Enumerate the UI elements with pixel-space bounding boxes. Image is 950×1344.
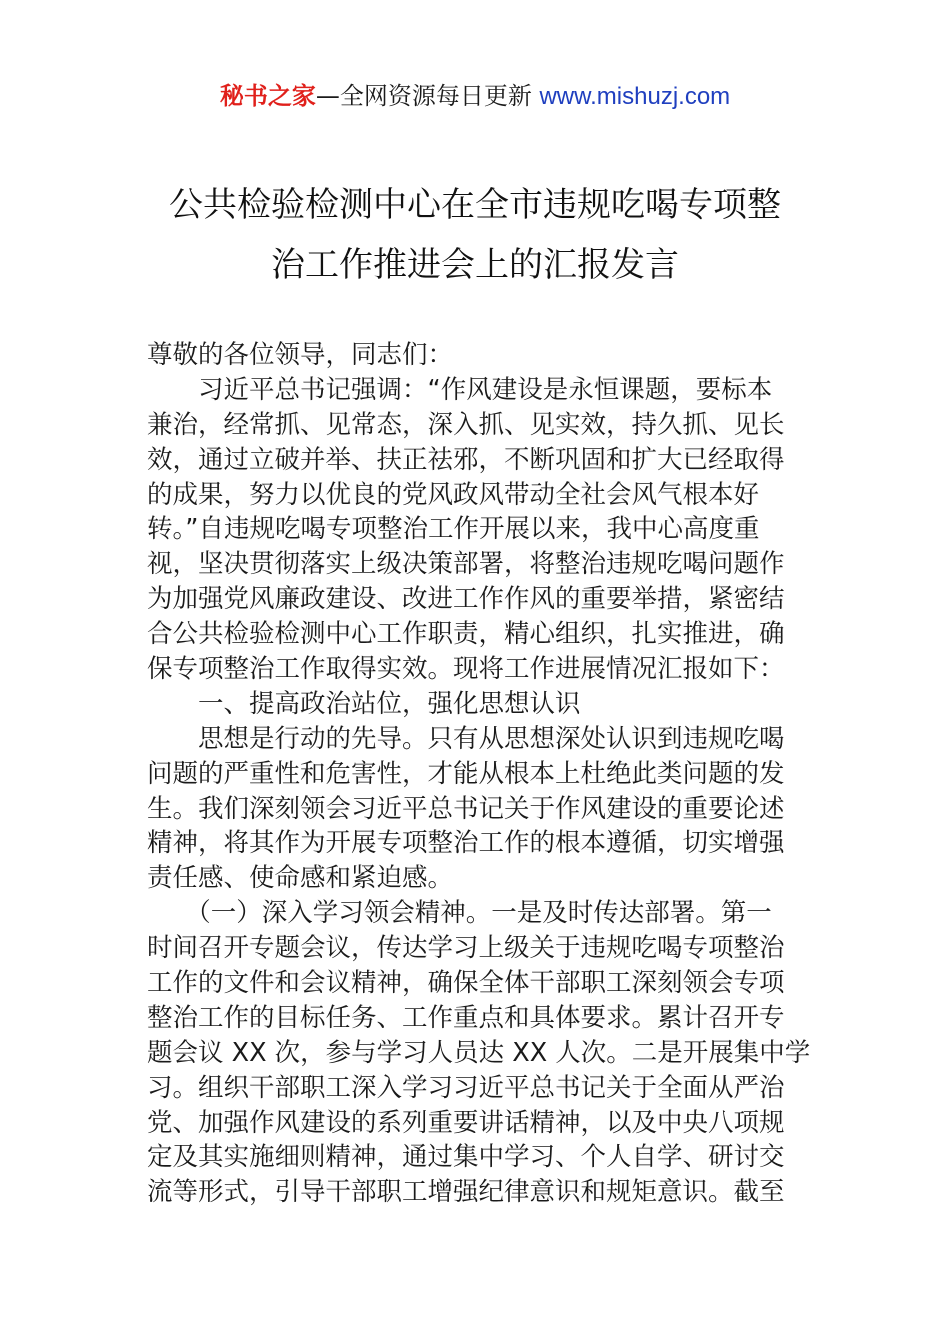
body-line: 一、提高政治站位，强化思想认识	[147, 688, 581, 719]
body-line: 整治工作的目标任务、工作重点和具体要求。累计召开专	[147, 1002, 785, 1033]
body-line: 生。我们深刻领会习近平总书记关于作风建设的重要论述	[147, 793, 785, 824]
body-line: 视，坚决贯彻落实上级决策部署，将整治违规吃喝问题作	[147, 549, 785, 580]
document-title	[100, 175, 850, 295]
body-line: 问题的严重性和危害性，才能从根本上杜绝此类问题的发	[147, 758, 785, 789]
body-line: 保专项整治工作取得实效。现将工作进展情况汇报如下：	[147, 654, 785, 685]
title-line-2: 治工作推进会上的汇报发言	[271, 245, 679, 285]
body-line: 流等形式，引导干部职工增强纪律意识和规矩意识。截至	[147, 1177, 785, 1208]
title-line-1: 公共检验检测中心在全市违规吃喝专项整	[169, 185, 781, 225]
body-line: 兼治，经常抓、见常态，深入抓、见实效，持久抓、见长	[147, 409, 785, 440]
body-line: 时间召开专题会议，传达学习上级关于违规吃喝专项整治	[147, 933, 785, 964]
body-line: 习。组织干部职工深入学习习近平总书记关于全面从严治	[147, 1072, 785, 1103]
body-line: 党、加强作风建设的系列重要讲话精神，以及中央八项规	[147, 1107, 785, 1138]
body-line: （一）深入学习领会精神。一是及时传达部署。第一	[147, 898, 772, 929]
body-line: 的成果，努力以优良的党风政风带动全社会风气根本好	[147, 479, 760, 510]
site-header	[0, 80, 950, 113]
body-line: 习近平总书记强调：“作风建设是永恒课题，要标本	[147, 374, 773, 405]
body-line: 题会议 XX 次，参与学习人员达 XX 人次。二是开展集中学	[147, 1037, 811, 1068]
body-line: 精神，将其作为开展专项整治工作的根本遵循，切实增强	[147, 828, 785, 859]
body-line: 工作的文件和会议精神，确保全体干部职工深刻领会专项	[147, 968, 785, 999]
brand-name: 秘书之家	[219, 82, 316, 110]
body-line: 责任感、使命感和紧迫感。	[147, 863, 454, 894]
body-line: 为加强党风廉政建设、改进工作作风的重要举措，紧密结	[147, 584, 785, 615]
body-line: 尊敬的各位领导，同志们：	[147, 340, 454, 370]
body-line: 合公共检验检测中心工作职责，精心组织，扎实推进，确	[147, 619, 785, 650]
body-line: 转。”自违规吃喝专项整治工作开展以来，我中心高度重	[147, 514, 760, 545]
site-url-link[interactable]: www.mishuzj.com	[539, 83, 731, 110]
document-body	[147, 338, 811, 1210]
body-line: 定及其实施细则精神，通过集中学习、个人自学、研讨交	[147, 1142, 785, 1173]
header-tagline: —全网资源每日更新	[315, 82, 540, 110]
body-line: 思想是行动的先导。只有从思想深处认识到违规吃喝	[147, 723, 785, 754]
body-line: 效，通过立破并举、扶正祛邪，不断巩固和扩大已经取得	[147, 444, 785, 475]
